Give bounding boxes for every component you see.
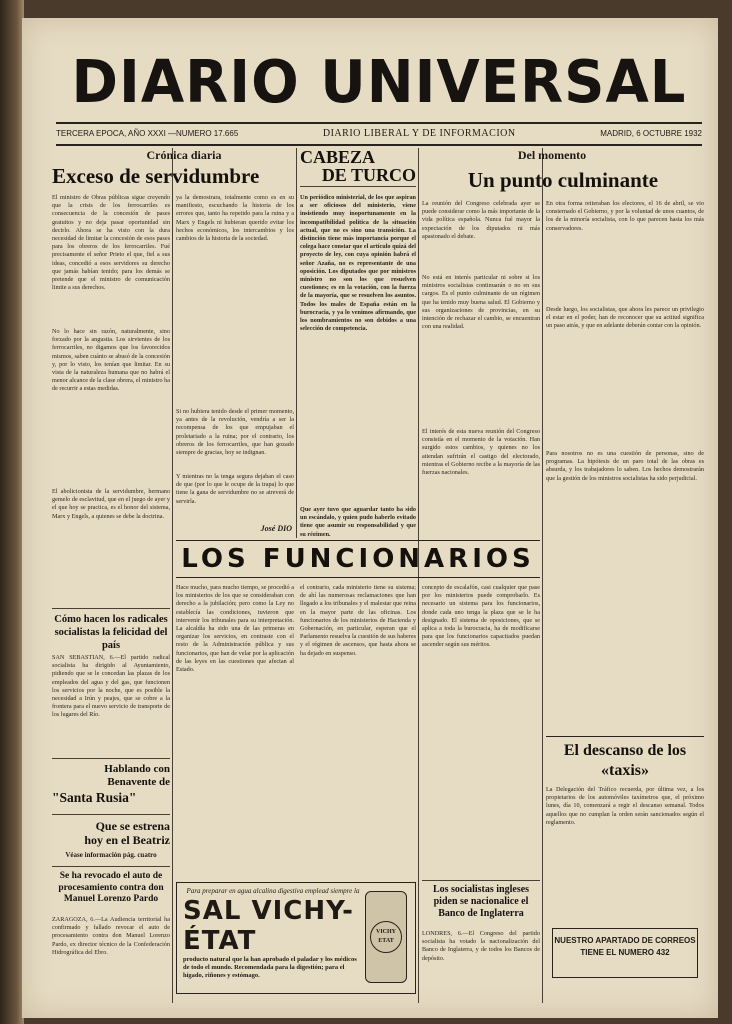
- vichy-advertisement: [176, 882, 416, 994]
- story-headline: Se ha revocado el auto de procesamiento contra don Manuel Lorenzo Pardo: [52, 866, 170, 906]
- column-kicker: Del momento: [517, 148, 587, 162]
- article-text: La Delegación del Tráfico recuerda, por última vez, a los propietarios de los automóviles taxímetros que, el próximo lunes, día 10, comenzará a regir el descanso semanal. Todos aquellos que no cumplan la orden serán sancionados según el reglamento.: [546, 786, 704, 826]
- article-text: Para nosotros no es una cuestión de personas, sino de programas. La hipótesis de un paro total de las obras es absurda, y los trabajadores lo saben. Los hechos demostrarán que la gestión de los ministros socialistas ha sido perjudicial.: [546, 450, 704, 482]
- headline-line-1: CABEZA: [300, 147, 376, 167]
- article-text: El abolicionista de la servidumbre, hermano gemelo de esclavitud, que en el juego de ayer y el que hoy se practica, es el honor del sistema, Marx y Engels, a quienes se debe la doctrina.: [52, 488, 170, 520]
- article-text: ya la demostrara, totalmente como es en su manifiesto, escuchando la historia de los errores que, tanto ha repetido para la ruina y a Marx y Engels ni hubieran querido evitar los hechos económicos, los intercambios y los cambios de la historia de la sociedad.: [176, 194, 294, 243]
- article-text: LONDRES, 6.—El Congreso del partido socialista ha votado la nacionalización del Banco de Inglaterra, y de todos los Bancos de depósito.: [422, 930, 540, 962]
- section-headline: Cómo hacen los radicales socialistas la felicidad del país: [52, 608, 170, 652]
- promo-title: "Santa Rusia": [52, 790, 137, 805]
- article-text: La reunión del Congreso celebrada ayer se puede considerar como la más importante de la vida política española. Nunca fué mayor la expectación de los diputados ni más apasionado el debate.: [422, 200, 540, 240]
- article-text: El ministro de Obras públicas sigue creyendo que la crisis de los ferrocarriles es consecuencia de la concesión de pases gratuitos y no deja pasar oportunidad sin decirlo. Ahora se ha visto con la dura necesidad de limitar la concesión de esos pases para los obreros de los ferrocarriles. Fué precisamente el señor Prieto el que, fiel a sus ideas, concedió a esos servidores su derecho que jamás habían tenido; para los demás se pretende que el ministro de comunicación limite a sus derechos.: [52, 194, 170, 292]
- premiere-line-2: hoy en el Beatriz: [84, 833, 170, 847]
- article-text: SAN SEBASTIAN, 6.—El partido radical socialista ha dirigido al Ayuntamiento, pidiendo que se le concedan las plazas de los empleados del agua y del gas, que funcionen los servicios por la noche, que es posible la necesidad a Irún y peajes, que se cobre a la frontera para el nuevo servicio de transporte de los lugares del Río.: [52, 654, 170, 719]
- article-text: No lo hace sin razón, naturalmente, sino forzado por la angustia. Los sirvientes de los ferrocarriles, no digamos que los favorecidos mismos, saben cuánto se abusó de la concesión y, por lo visto, los tenían que limitar. En su vista de la naturaleza humana que no habrá el menor alcance de la clase obrera, el ministro ha de recurrir a estas medidas.: [52, 328, 170, 393]
- article-text: el contrario, cada ministerio tiene su sistema; de ahí las numerosas reclamaciones que han llegado a los tribunales y el malestar que reina en la mayor parte de las oficinas. Los funcionarios de los ministerios de Hacienda y Gobernación, en particular, esperan que el Parlamento resuelva la cuestión de sus haberes y el régimen de ascensos, que hasta ahora se ha dejado en suspenso.: [300, 584, 416, 657]
- promo-line-1: Hablando con: [104, 763, 170, 775]
- tagline: DIARIO LIBERAL Y DE INFORMACION: [322, 128, 516, 139]
- article-text: Un periódico ministerial, de los que aspiran a ser oficiosos del ministerio, viene insistiendo muy inoportunamente en la incompatibilidad política de la situación actual, que no es sino una transición. La distinción tiene más importancia porque el colega hace constar que el artículo quizá del proyecto de ley, con cuya opinión habrá el señor Azaña, no es representante de una oposición. Los diputados que por ministros ministro no son los que resuelven cuestiones; es en la votación, con la fuerza de la mayoría, que se resuelven los asuntos. Todos los males de España están en la burocracia, y ya lo venimos afirmando, que los nombramientos no son debidos a una selección de competencia.: [300, 194, 416, 333]
- column-headline: El descanso de los «taxis»: [546, 736, 704, 781]
- article-text: No está en interés particular ni sobre si los ministros socialistas continuarán o no en sus cargos. Es el punto culminante de un régimen que ha tenido muy buena salud. El Gobierno y sus organizaciones de provincias, en su intención de rechazar el cambio, se encuentran con una realidad.: [422, 274, 540, 331]
- bottle-label-icon: [365, 891, 407, 983]
- postal-notice: NUESTRO APARTADO DE CORREOS TIENE EL NUMERO 432: [552, 928, 698, 978]
- column-rule: [296, 148, 297, 538]
- premiere-line-1: Que se estrena: [95, 819, 170, 833]
- seal-emblem: VICHY ETAT: [370, 921, 402, 953]
- article-text: Que ayer tuvo que aguardar tanto ha sido un escándalo, y quien pudo haberlo evitado tiene que asumir su responsabilidad y que su régimen.: [300, 506, 416, 536]
- article-text: Y mientras no la tenga segura dejaban el caso de que (por lo que le ocupe de la trapa) lo que tiene la gana de servidumbre no se atreverá de servirla.: [176, 473, 294, 505]
- promo-line-2: Benavente de: [107, 776, 170, 788]
- article-text: ZARAGOZA, 6.—La Audiencia territorial ha confirmado y fallado revocar el auto de procesamiento contra don Manuel Lorenzo Pardo, ex director técnico de la Confederación Hidrográfica del Ebro.: [52, 916, 170, 956]
- edition-info: TERCERA EPOCA, AÑO XXXI —NUMERO 17.665: [56, 129, 239, 138]
- article-text: Si no hubiera tenido desde el primer momento, ya antes de la revolución, vendría a ser la recompensa de los que empujaban el proletariado a la ruina; por el contrario, los obreros de los ferrocarriles, que han gozado siempre de gracias, hoy se indignan.: [176, 408, 294, 457]
- signature: José DIO: [260, 524, 292, 533]
- issue-date: MADRID, 6 OCTUBRE 1932: [600, 129, 702, 138]
- masthead-subline: [56, 122, 702, 146]
- ad-tagline: Para preparar en agua alcalina digestiva emplead siempre la: [186, 887, 360, 895]
- article-text: En otra forma reiteraban los electores, el 16 de abril, se vio consternado el Gobierno, y por la voluntad de unos cuantos, de los de la minoría socialista, con lo que parecen hasta los más conservadores.: [546, 200, 704, 232]
- promo-line: [52, 758, 170, 789]
- premiere-notice: [52, 814, 170, 847]
- lead-headline: Exceso de servidumbre: [52, 164, 260, 188]
- newspaper-page: [22, 18, 718, 1018]
- article-text: El interés de esta nueva reunión del Congreso consistía en el momento de la votación. Han surgido estos cambios, y quienes no los atiendan sufrirán el castigo del electorado, mientras el Gobierno recibe a la mayoría de las fuerzas nacionales.: [422, 428, 540, 477]
- headline-line-2: DE TURCO: [321, 165, 416, 185]
- article-text: concepto de escalafón, casi cualquier que pase por los ministerios puede comprobarlo. Es necesario un sistema para los funcionarios, donde cada uno tenga la plaza que se le ha designado. El sistema de oposiciones, que se aplica a toda la burocracia, ha de modificarse para que los funcionarios capacitados puedan ascender según sus méritos.: [422, 584, 540, 649]
- masthead-title: DIARIO UNIVERSAL: [71, 48, 687, 117]
- see-page-note: Véase información pág. cuatro: [65, 851, 157, 859]
- story-headline: Los socialistas ingleses piden se nacionalice el Banco de Inglaterra: [422, 880, 540, 920]
- ad-product: SAL VICHY-ÉTAT: [183, 896, 354, 956]
- article-text: Desde luego, los socialistas, que ahora les parece un privilegio el estar en el poder, han de reconocer que su actitud significa un paso atrás, y que en adelante deberán contar con la opinión.: [546, 306, 704, 330]
- book-binding: [0, 0, 24, 1024]
- column-headline: Un punto culminante: [467, 168, 659, 192]
- column-rule: [172, 148, 173, 1003]
- article-text: Hace mucho, para mucho tiempo, se procedió a los ministerios de los que se consideraban con derecho a la jubilación; pero como la Ley no establecía las condiciones, tuvieron que intervenir los tribunales para su interpretación. La alcaldía ha sido una de las primeras en organizar los servicios, en contraste con el resto de la Administración pública y sus funcionarios, que han de velar por la aplicación de las leyes en las cuestiones que afectan al Estado.: [176, 584, 294, 674]
- section-banner: LOS FUNCIONARIOS: [176, 540, 540, 578]
- column-rule: [542, 148, 543, 1003]
- column-headline: [300, 148, 416, 187]
- column-kicker: Crónica diaria: [146, 148, 222, 162]
- ad-claim: producto natural que la han aprobado el paladar y los médicos de todo el mundo. Recomendada para la digestión; para el hígado, riñones y estómago.: [183, 956, 357, 979]
